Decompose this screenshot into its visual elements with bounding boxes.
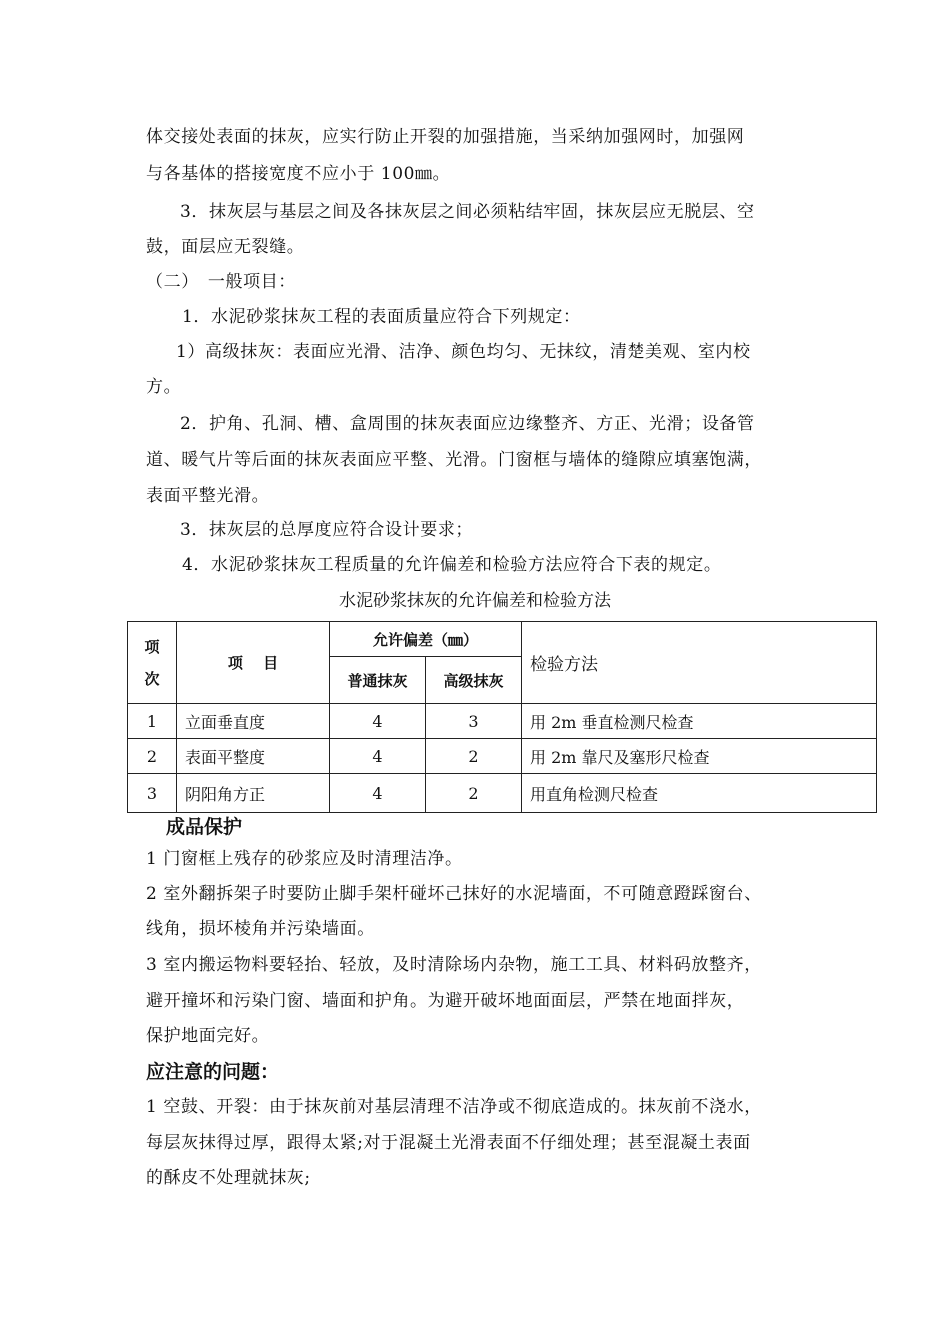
header-item: 项 目 xyxy=(177,622,330,704)
section-label: （二） 一般项目： xyxy=(146,272,296,292)
cell-high: 3 xyxy=(426,704,522,739)
cell-method: 用 2m 垂直检测尺检查 xyxy=(522,704,877,739)
protection-line: 保护地面完好。 xyxy=(146,1026,270,1046)
table-caption: 水泥砂浆抹灰的允许偏差和检验方法 xyxy=(339,591,611,611)
cell-item: 立面垂直度 xyxy=(177,704,330,739)
issues-heading: 应注意的问题： xyxy=(146,1061,280,1083)
protection-line: 3 室内搬运物料要轻抬、轻放，及时清除场内杂物，施工工具、材料码放整齐， xyxy=(146,955,762,975)
table-row xyxy=(128,739,877,774)
cell-method: 用直角检测尺检查 xyxy=(522,774,877,813)
header-normal: 普通抹灰 xyxy=(330,657,426,704)
paragraph-line: 与各基体的搭接宽度不应小于 100㎜。 xyxy=(146,164,451,184)
cell-item: 阴阳角方正 xyxy=(177,774,330,813)
issues-line: 每层灰抹得过厚，跟得太紧;对于混凝土光滑表面不仔细处理；甚至混凝土表面 xyxy=(146,1133,751,1153)
cell-seq: 3 xyxy=(128,774,177,813)
cell-seq: 2 xyxy=(128,739,177,774)
protection-line: 避开撞坏和污染门窗、墙面和护角。为避开破坏地面面层，严禁在地面拌灰， xyxy=(146,991,745,1011)
protection-line: 2 室外翻拆架子时要防止脚手架杆碰坏己抹好的水泥墙面，不可随意蹬踩窗台、 xyxy=(146,884,762,904)
table-row xyxy=(128,704,877,739)
issues-line: 1 空鼓、开裂：由于抹灰前对基层清理不洁净或不彻底造成的。抹灰前不浇水， xyxy=(146,1097,762,1117)
header-method: 检验方法 xyxy=(522,622,877,704)
deviation-table xyxy=(127,621,877,813)
paragraph-line: 3．抹灰层与基层之间及各抹灰层之间必须粘结牢固，抹灰层应无脱层、空 xyxy=(180,202,755,222)
protection-heading: 成品保护 xyxy=(166,816,243,838)
cell-seq: 1 xyxy=(128,704,177,739)
protection-line: 1 门窗框上残存的砂浆应及时清理洁净。 xyxy=(146,849,463,869)
paragraph-line: 3．抹灰层的总厚度应符合设计要求； xyxy=(180,520,474,540)
paragraph-line: 方。 xyxy=(146,377,182,397)
paragraph-line: 4．水泥砂浆抹灰工程质量的允许偏差和检验方法应符合下表的规定。 xyxy=(182,555,722,575)
paragraph-line: 鼓，面层应无裂缝。 xyxy=(146,237,305,257)
header-seq: 项 次 xyxy=(128,622,177,704)
header-deviation: 允许偏差（㎜） xyxy=(330,622,522,657)
cell-high: 2 xyxy=(426,739,522,774)
protection-line: 线角，损坏棱角并污染墙面。 xyxy=(146,919,375,939)
table-row xyxy=(128,774,877,813)
cell-method: 用 2m 靠尺及塞形尺检查 xyxy=(522,739,877,774)
paragraph-line: 2．护角、孔洞、槽、盒周围的抹灰表面应边缘整齐、方正、光滑；设备管 xyxy=(180,414,755,434)
cell-normal: 4 xyxy=(330,774,426,813)
cell-high: 2 xyxy=(426,774,522,813)
paragraph-line: 体交接处表面的抹灰，应实行防止开裂的加强措施，当采纳加强网时，加强网 xyxy=(146,127,745,147)
cell-normal: 4 xyxy=(330,704,426,739)
cell-item: 表面平整度 xyxy=(177,739,330,774)
paragraph-line: 道、暖气片等后面的抹灰表面应平整、光滑。门窗框与墙体的缝隙应填塞饱满， xyxy=(146,450,762,470)
paragraph-line: 1）高级抹灰：表面应光滑、洁净、颜色均匀、无抹纹，清楚美观、室内校 xyxy=(176,342,751,362)
paragraph-line: 表面平整光滑。 xyxy=(146,486,270,506)
cell-normal: 4 xyxy=(330,739,426,774)
issues-line: 的酥皮不处理就抹灰; xyxy=(146,1168,311,1188)
paragraph-line: 1．水泥砂浆抹灰工程的表面质量应符合下列规定： xyxy=(182,307,581,327)
header-high: 高级抹灰 xyxy=(426,657,522,704)
